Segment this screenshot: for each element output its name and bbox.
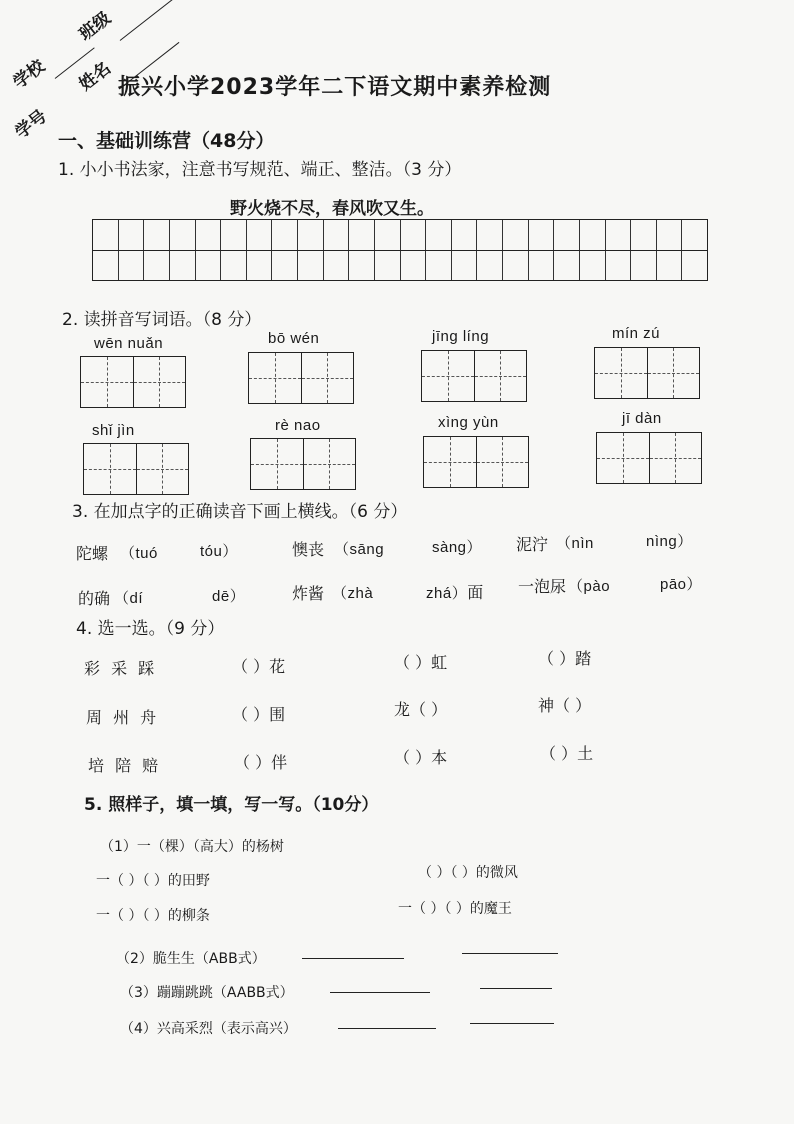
q3-prompt: 3. 在加点字的正确读音下画上横线。（6 分） bbox=[72, 502, 408, 522]
q5-fill[interactable]: 一（ ）（ ）的田野 bbox=[96, 873, 210, 889]
q2-answer-box[interactable] bbox=[83, 443, 189, 495]
q4-blank[interactable]: （ ）伴 bbox=[234, 753, 288, 772]
q5-example: （1）一（棵）（高大）的杨树 bbox=[100, 839, 284, 855]
q1-grid-row bbox=[93, 220, 707, 250]
q2-answer-box[interactable] bbox=[594, 347, 700, 399]
q3-word: 懊丧 bbox=[292, 540, 325, 559]
q3-option[interactable]: pāo） bbox=[660, 576, 703, 593]
q3-option[interactable]: sàng） bbox=[432, 539, 483, 556]
side-label-name: 姓名 bbox=[75, 58, 115, 95]
q5-prompt: 5. 照样子，填一填，写一写。（10分） bbox=[84, 795, 379, 815]
q4-chars: 彩 采 踩 bbox=[84, 659, 158, 678]
q4-blank[interactable]: （ ）围 bbox=[232, 705, 286, 724]
q4-chars: 周 州 舟 bbox=[86, 708, 160, 727]
q2-answer-box[interactable] bbox=[80, 356, 186, 408]
q2-pinyin: rè nao bbox=[275, 417, 321, 434]
q2-answer-box[interactable] bbox=[596, 432, 702, 484]
q2-pinyin: bō wén bbox=[268, 330, 320, 347]
q3-word: 的确 bbox=[78, 589, 111, 608]
q3-option[interactable]: （zhà bbox=[332, 585, 374, 602]
q2-answer-box[interactable] bbox=[421, 350, 527, 402]
q2-answer-box[interactable] bbox=[248, 352, 354, 404]
q5-fill[interactable]: 一（ ）（ ）的柳条 bbox=[96, 908, 210, 924]
q4-blank[interactable]: （ ）踏 bbox=[538, 649, 592, 668]
q3-option[interactable]: dē） bbox=[212, 588, 246, 605]
section-heading: 一、基础训练营（48分） bbox=[58, 130, 275, 152]
q2-answer-box[interactable] bbox=[250, 438, 356, 490]
q5-fill[interactable]: （ ）（ ）的微风 bbox=[418, 865, 518, 881]
q4-prompt: 4. 选一选。（9 分） bbox=[76, 619, 225, 639]
q2-pinyin: wēn nuǎn bbox=[94, 335, 164, 352]
q1-prompt: 1. 小小书法家，注意书写规范、端正、整洁。（3 分） bbox=[58, 160, 462, 180]
q4-blank[interactable]: （ ）虹 bbox=[394, 653, 448, 672]
q5-answer-line[interactable] bbox=[480, 986, 552, 989]
q2-pinyin: jīng líng bbox=[432, 328, 490, 345]
q3-word: 泥泞 bbox=[516, 535, 549, 554]
q5-part3: （3）蹦蹦跳跳（AABB式） bbox=[120, 985, 294, 1001]
q2-pinyin: xìng yùn bbox=[438, 414, 499, 431]
q1-grid-row bbox=[93, 250, 707, 281]
q1-writing-grid[interactable] bbox=[92, 219, 708, 281]
q5-answer-line[interactable] bbox=[302, 956, 404, 959]
q4-blank[interactable]: （ ）本 bbox=[394, 748, 448, 767]
q3-option[interactable]: tóu） bbox=[200, 543, 238, 560]
q3-word: 陀螺 bbox=[76, 544, 109, 563]
q5-answer-line[interactable] bbox=[338, 1026, 436, 1029]
q4-blank[interactable]: 神（ ） bbox=[538, 696, 592, 715]
q2-prompt: 2. 读拼音写词语。（8 分） bbox=[62, 310, 262, 330]
q4-chars: 培 陪 赔 bbox=[88, 756, 162, 775]
q4-blank[interactable]: （ ）花 bbox=[232, 657, 286, 676]
q5-answer-line[interactable] bbox=[330, 990, 430, 993]
side-label-school: 学校 bbox=[9, 56, 49, 93]
q2-pinyin: jī dàn bbox=[622, 410, 662, 427]
q3-option[interactable]: zhá）面 bbox=[426, 583, 484, 602]
q3-suffix: 面 bbox=[467, 583, 484, 602]
side-line-class bbox=[120, 0, 180, 41]
q2-pinyin: shǐ jìn bbox=[92, 422, 135, 439]
q3-word: 炸酱 bbox=[292, 584, 325, 603]
q5-answer-line[interactable] bbox=[470, 1021, 554, 1024]
side-label-number: 学号 bbox=[11, 106, 51, 143]
q3-option[interactable]: （dí bbox=[114, 590, 144, 607]
q3-option[interactable]: （sāng bbox=[334, 541, 385, 558]
q5-fill[interactable]: 一（ ）（ ）的魔王 bbox=[398, 901, 512, 917]
q2-answer-box[interactable] bbox=[423, 436, 529, 488]
q5-answer-line[interactable] bbox=[462, 951, 558, 954]
side-label-class: 班级 bbox=[75, 8, 115, 45]
q5-part4: （4）兴高采烈（表示高兴） bbox=[120, 1021, 297, 1037]
q2-pinyin: mín zú bbox=[612, 325, 661, 342]
q4-blank[interactable]: 龙（ ） bbox=[394, 700, 448, 719]
page-title: 振兴小学2023学年二下语文期中素养检测 bbox=[118, 75, 552, 100]
q3-option[interactable]: （nìn bbox=[556, 535, 594, 552]
q3-option[interactable]: （pào bbox=[568, 578, 611, 595]
q3-option[interactable]: （tuó bbox=[120, 545, 158, 562]
q3-word: 一泡尿 bbox=[518, 577, 567, 596]
q4-blank[interactable]: （ ）土 bbox=[540, 744, 594, 763]
q1-verse: 野火烧不尽，春风吹又生。 bbox=[230, 199, 434, 219]
q3-option[interactable]: nìng） bbox=[646, 533, 693, 550]
q5-part2: （2）脆生生（ABB式） bbox=[116, 951, 266, 967]
